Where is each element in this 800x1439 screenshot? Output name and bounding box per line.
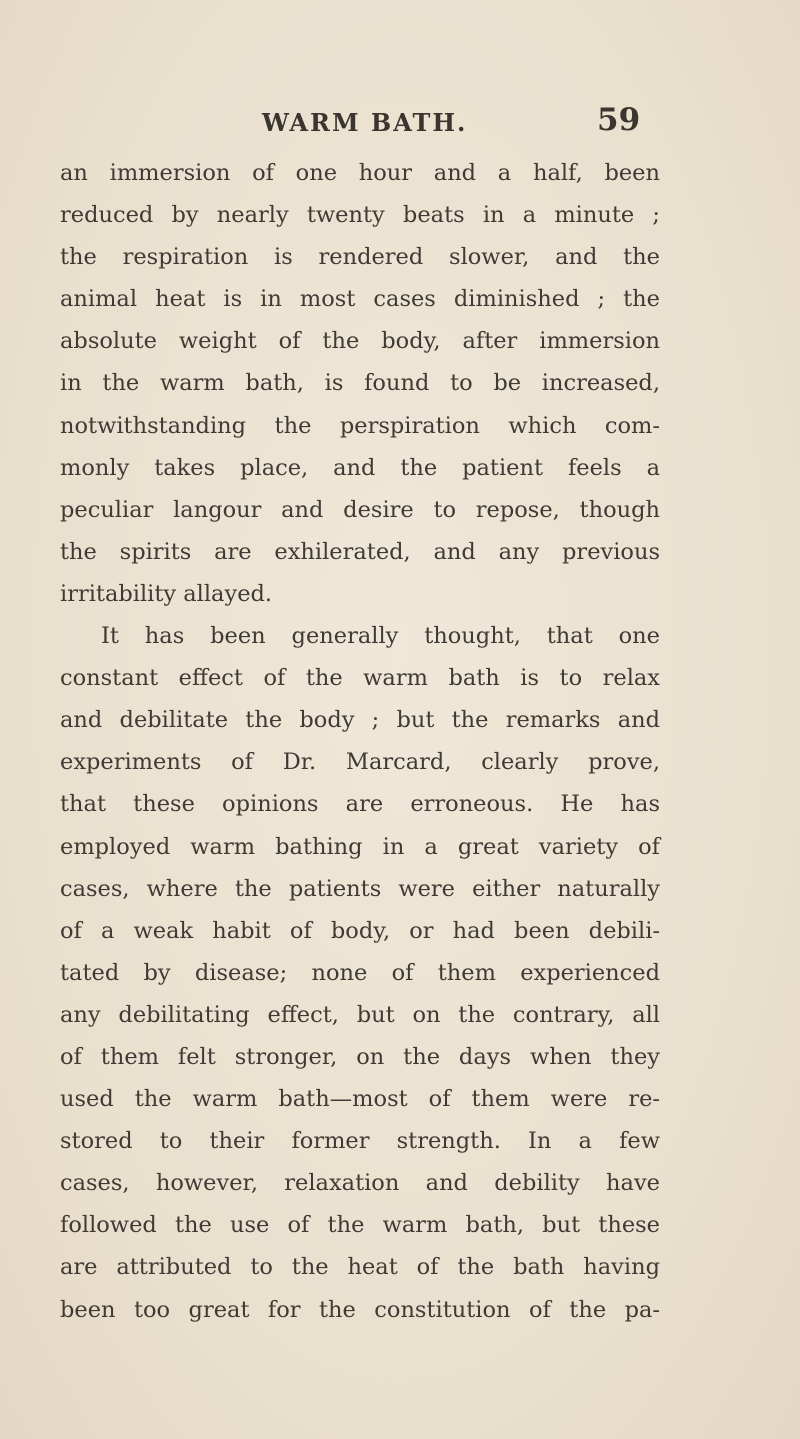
text-line: cases, however, relaxation and debility have [60, 1170, 660, 1197]
text-line: in the warm bath, is found to be increased, [60, 370, 660, 397]
text-line: monly takes place, and the patient feels a [60, 454, 660, 481]
text-line: absolute weight of the body, after immersion [60, 328, 660, 355]
text-line: followed the use of the warm bath, but these [60, 1212, 660, 1239]
text-line: the respiration is rendered slower, and the [60, 244, 660, 271]
text-line: cases, where the patients were either naturally [60, 875, 660, 902]
text-line: animal heat is in most cases diminished ; the [60, 286, 660, 313]
text-line: stored to their former strength. In a few [60, 1128, 660, 1155]
text-line: constant effect of the warm bath is to relax [60, 665, 660, 692]
paragraph-start-line: It has been generally thought, that one [101, 623, 660, 650]
text-line: reduced by nearly twenty beats in a minute ; [60, 202, 660, 229]
paragraph-end-line: irritability allayed. [60, 580, 273, 607]
text-line: of a weak habit of body, or had been debili- [60, 917, 660, 944]
text-line: any debilitating effect, but on the contrary, all [60, 1001, 660, 1028]
text-line: tated by disease; none of them experienced [60, 959, 660, 986]
text-line: used the warm bath—most of them were re- [60, 1086, 660, 1113]
body-text [60, 152, 660, 1331]
text-line: that these opinions are erroneous. He has [60, 791, 660, 818]
text-line: experiments of Dr. Marcard, clearly prove, [60, 749, 660, 776]
text-line: notwithstanding the perspiration which com- [60, 412, 660, 439]
text-line: been too great for the constitution of the pa- [60, 1296, 660, 1323]
text-line: of them felt stronger, on the days when they [60, 1043, 660, 1070]
text-line: employed warm bathing in a great variety of [60, 833, 660, 860]
text-line: are attributed to the heat of the bath having [60, 1254, 660, 1281]
text-line: an immersion of one hour and a half, been [60, 160, 660, 186]
page-number: 59 [597, 102, 641, 138]
text-line: the spirits are exhilerated, and any previous [60, 538, 660, 565]
text-line: and debilitate the body ; but the remarks and [60, 707, 660, 734]
running-head [0, 100, 800, 150]
text-line: peculiar langour and desire to repose, though [60, 496, 660, 523]
running-title: WARM BATH. [262, 108, 468, 137]
